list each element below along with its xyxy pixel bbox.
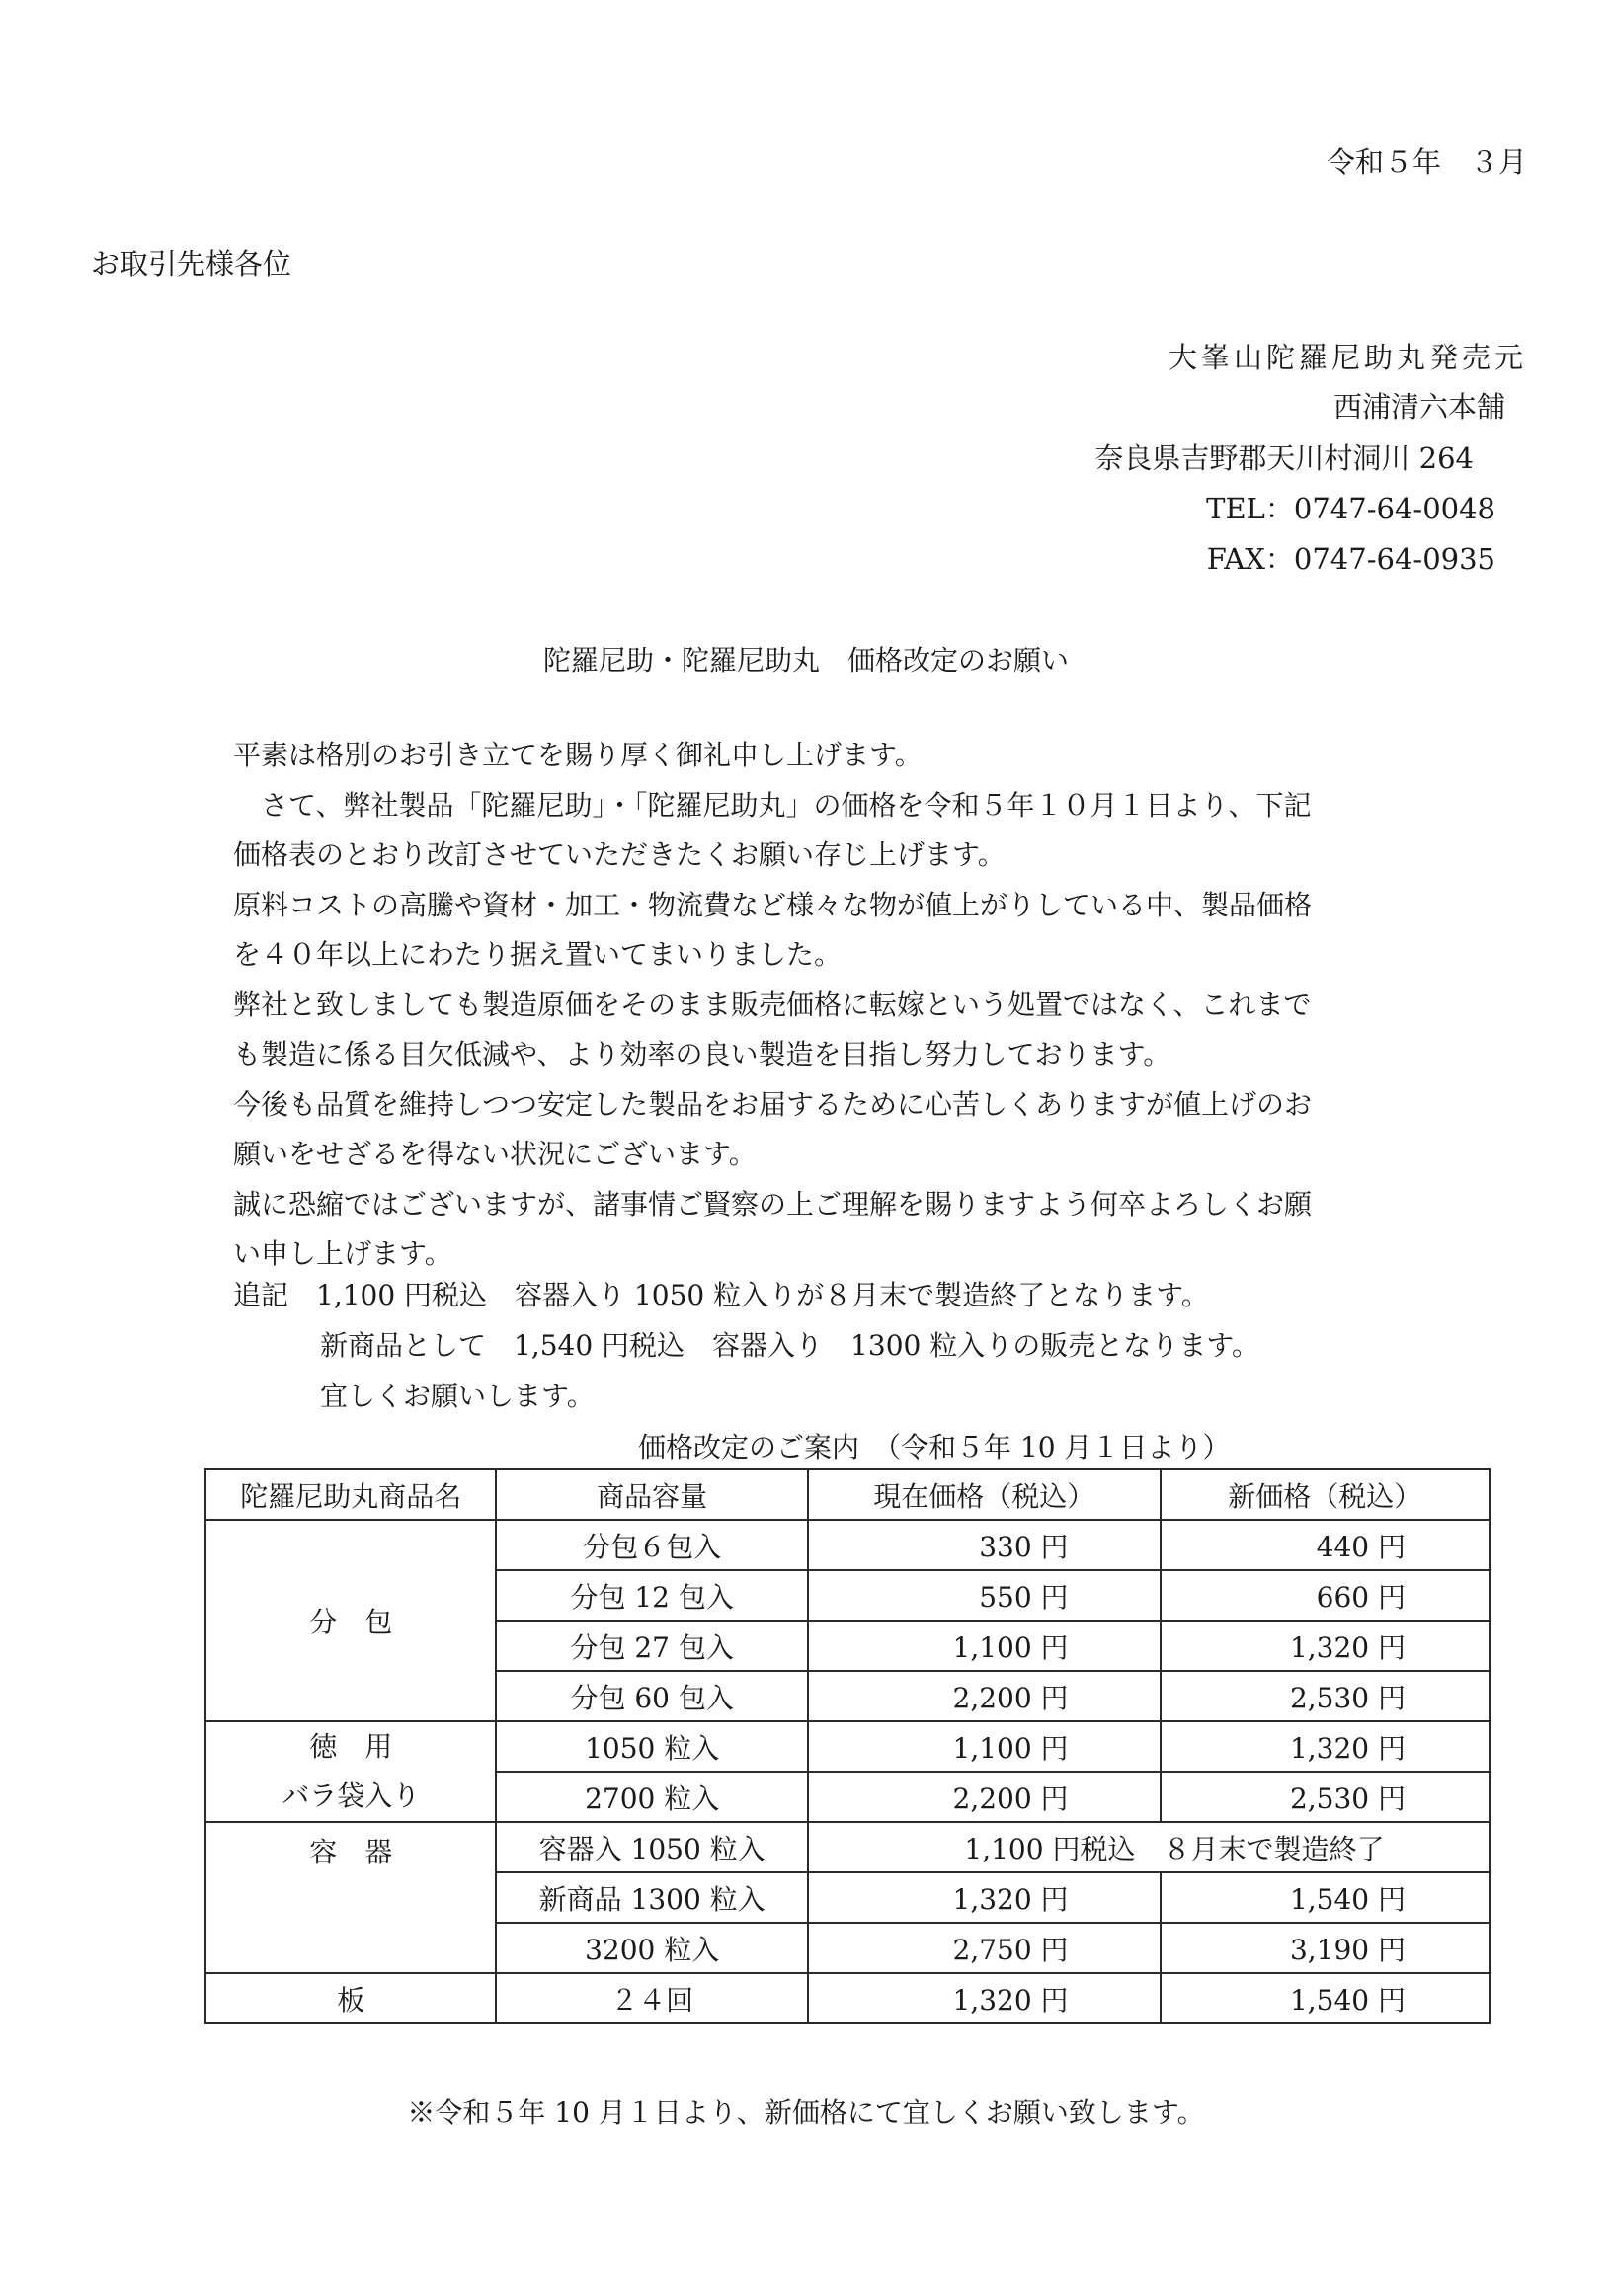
header-new-price: 新価格（税込） <box>1161 1469 1490 1520</box>
cell-new-price: 1,540 円 <box>1161 1973 1490 2023</box>
body-line: さて、弊社製品「陀羅尼助」・「陀羅尼助丸」の価格を令和５年１０月１日より、下記 <box>233 788 1312 822</box>
table-caption: 価格改定のご案内 （令和５年 10 月１日より） <box>638 1431 1231 1464</box>
cell-new-price: 2,530 円 <box>1161 1772 1490 1822</box>
letter-title: 陀羅尼助・陀羅尼助丸 価格改定のお願い <box>542 644 1069 676</box>
body-line: 今後も品質を維持しつつ安定した製品をお届するために心苦しくありますが値上げのお <box>233 1087 1313 1121</box>
cell-capacity: 分包 27 包入 <box>496 1621 807 1671</box>
body-line: を４０年以上にわたり据え置いてまいりました。 <box>233 938 843 971</box>
group-label: 分 包 <box>309 1606 393 1638</box>
group-youki <box>205 1822 496 1973</box>
table-header-row <box>205 1469 1490 1520</box>
cell-discontinued-note: 1,100 円税込 ８月末で製造終了 <box>808 1822 1490 1872</box>
cell-new-price: 2,530 円 <box>1161 1671 1490 1721</box>
sender-company: 大峯山陀羅尼助丸発売元 <box>1168 341 1527 374</box>
group-label: 板 <box>337 1983 365 2017</box>
cell-new-price: 440 円 <box>1161 1520 1490 1570</box>
body-line: 弊社と致しましても製造原価をそのまま販売価格に転嫁という処置ではなく、これまで <box>233 988 1312 1021</box>
cell-current-price: 2,750 円 <box>808 1923 1161 1973</box>
postscript-line: 宜しくお願いします。 <box>320 1380 595 1412</box>
table-row <box>205 1822 1490 1872</box>
cell-capacity: 新商品 1300 粒入 <box>496 1872 807 1923</box>
sender-store: 西浦清六本舗 <box>1332 390 1505 424</box>
cell-capacity: 2700 粒入 <box>496 1772 807 1822</box>
sender-address: 奈良県吉野郡天川村洞川 264 <box>1094 441 1474 475</box>
cell-current-price: 1,320 円 <box>808 1973 1161 2023</box>
cell-capacity: 分包 12 包入 <box>496 1570 807 1621</box>
body-line: 誠に恐縮ではございますが、諸事情ご賢察の上ご理解を賜りますよう何卒よろしくお願 <box>233 1187 1313 1221</box>
cell-current-price: 1,100 円 <box>808 1721 1161 1772</box>
cell-current-price: 1,320 円 <box>808 1872 1161 1923</box>
cell-new-price: 660 円 <box>1161 1570 1490 1621</box>
cell-new-price: 1,320 円 <box>1161 1621 1490 1671</box>
body-line: 願いをせざるを得ない状況にございます。 <box>233 1138 757 1170</box>
addressee: お取引先様各位 <box>91 247 292 280</box>
sender-fax: FAX：0747-64-0935 <box>1206 542 1495 576</box>
sender-tel: TEL：0747-64-0048 <box>1206 492 1495 525</box>
cell-capacity: 3200 粒入 <box>496 1923 807 1973</box>
group-label: 徳 用 <box>309 1730 393 1763</box>
table-row <box>205 1520 1490 1570</box>
cell-capacity: 1050 粒入 <box>496 1721 807 1772</box>
group-label: 容 器 <box>309 1836 393 1868</box>
group-label-sub: バラ袋入り <box>282 1780 421 1812</box>
cell-current-price: 330 円 <box>808 1520 1161 1570</box>
cell-current-price: 2,200 円 <box>808 1772 1161 1822</box>
cell-new-price: 1,540 円 <box>1161 1872 1490 1923</box>
cell-capacity: 容器入 1050 粒入 <box>496 1822 807 1872</box>
cell-capacity: ２４回 <box>496 1973 807 2023</box>
cell-new-price: 3,190 円 <box>1161 1923 1490 1973</box>
header-product-name: 陀羅尼助丸商品名 <box>205 1469 496 1520</box>
cell-capacity: 分包 60 包入 <box>496 1671 807 1721</box>
body-line: 原料コストの高騰や資材・加工・物流費など様々な物が値上がりしている中、製品価格 <box>233 888 1313 921</box>
body-line: い申し上げます。 <box>233 1237 452 1270</box>
cell-new-price: 1,320 円 <box>1161 1721 1490 1772</box>
body-line: 価格表のとおり改訂させていただきたくお願い存じ上げます。 <box>233 838 1006 871</box>
header-capacity: 商品容量 <box>496 1469 807 1520</box>
cell-capacity: 分包６包入 <box>496 1520 807 1570</box>
cell-current-price: 2,200 円 <box>808 1671 1161 1721</box>
postscript-line: 追記 1,100 円税込 容器入り 1050 粒入りが８月末で製造終了となります。 <box>233 1279 1209 1311</box>
letter-date: 令和５年 ３月 <box>1326 145 1527 179</box>
cell-current-price: 1,100 円 <box>808 1621 1161 1671</box>
table-row <box>205 1721 1490 1772</box>
group-tokuyou <box>205 1721 496 1822</box>
body-line: も製造に係る目欠低減や、より効率の良い製造を目指し努力しております。 <box>233 1038 1171 1070</box>
postscript <box>233 1270 1259 1421</box>
postscript-line: 新商品として 1,540 円税込 容器入り 1300 粒入りの販売となります。 <box>320 1329 1259 1362</box>
header-current-price: 現在価格（税込） <box>808 1469 1161 1520</box>
cell-current-price: 550 円 <box>808 1570 1161 1621</box>
group-ita <box>205 1973 496 2023</box>
group-bunpou <box>205 1520 496 1721</box>
table-row <box>205 1973 1490 2023</box>
price-table <box>204 1468 1491 2024</box>
body-line: 平素は格別のお引き立てを賜り厚く御礼申し上げます。 <box>233 739 923 771</box>
letter-body <box>233 731 1379 1280</box>
footer-note: ※令和５年 10 月１日より、新価格にて宜しくお願い致します。 <box>407 2097 1205 2129</box>
